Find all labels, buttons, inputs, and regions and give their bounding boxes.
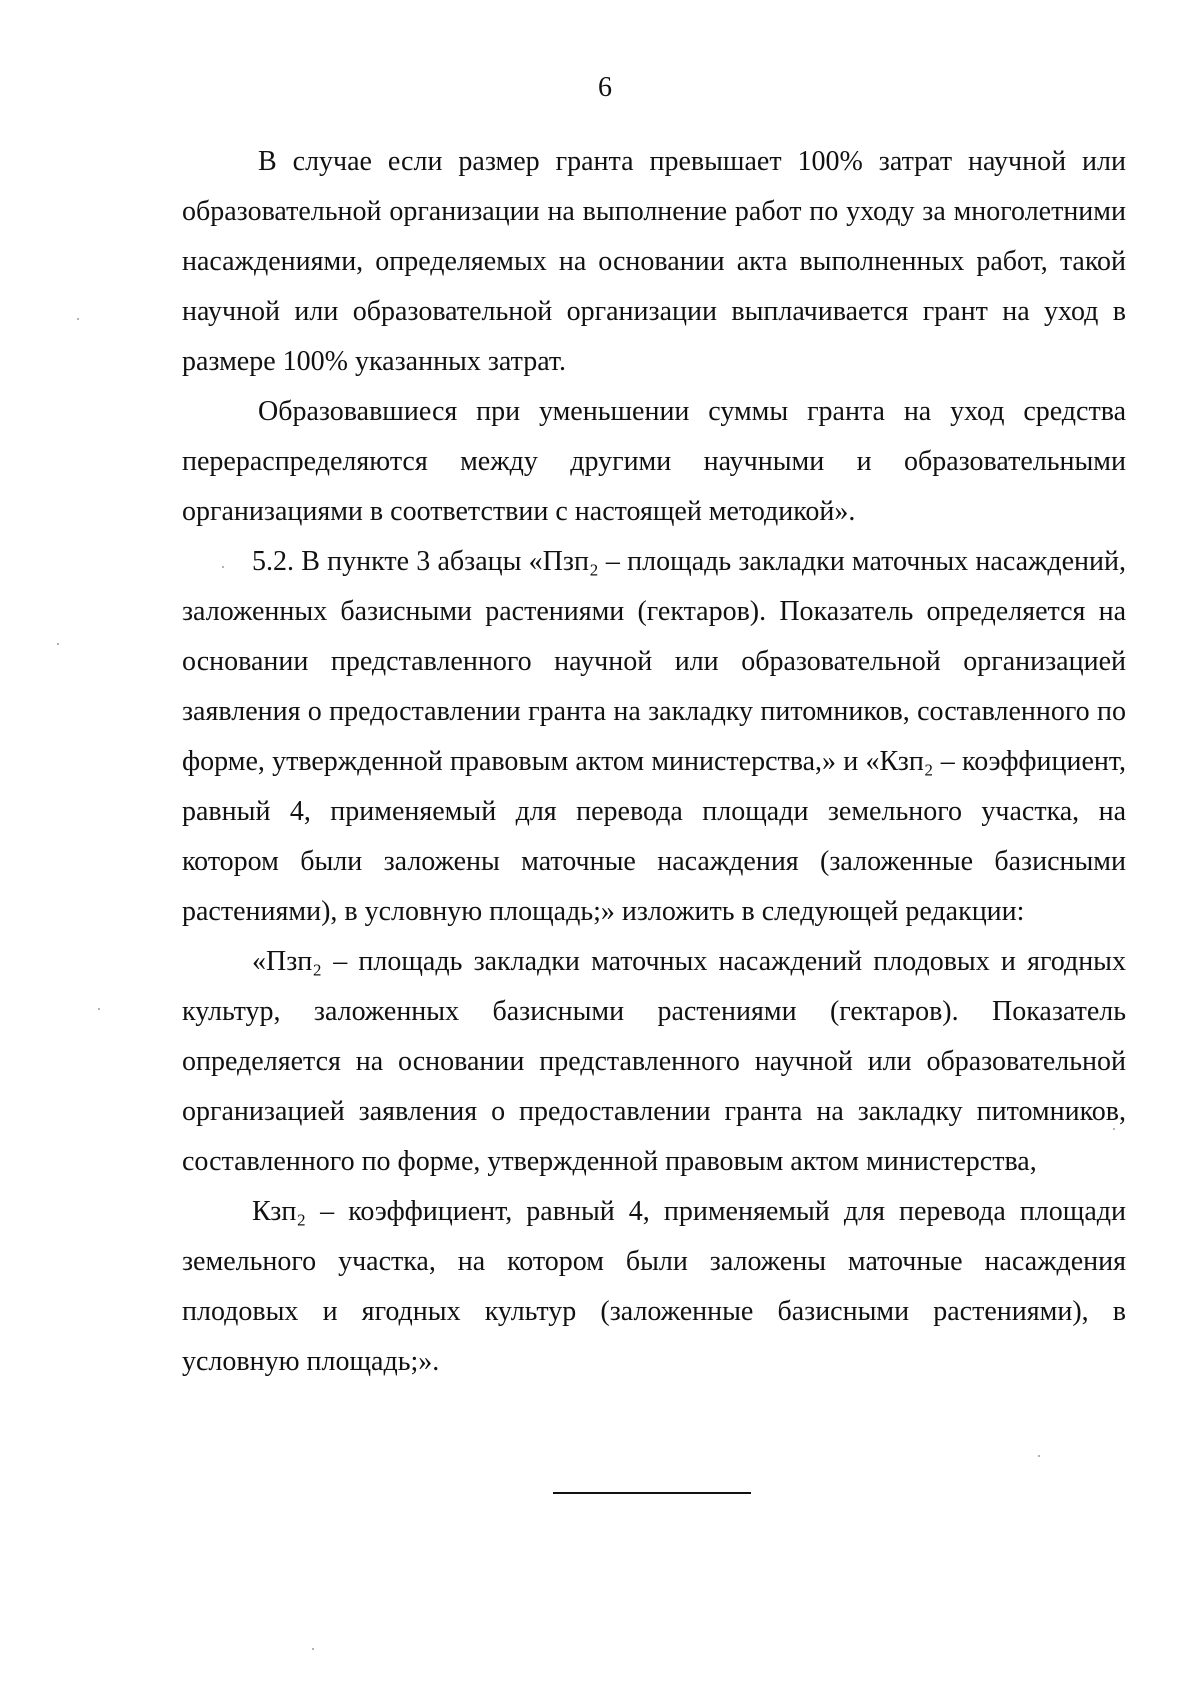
- document-body: [182, 137, 1126, 1387]
- paragraph-pzp2-definition: «Пзп₂ – площадь закладки маточных насаждений плодовых и ягодных культур, заложенных базисными растениями (гектаров). Показатель определяется на основании представленного научной или образовательной организацией заявления о предоставлении гранта на закладку питомников, составленного по форме, утвержденной правовым актом министерства,: [182, 946, 1126, 1177]
- scan-speck: [57, 643, 59, 645]
- scan-speck: [1038, 1455, 1040, 1457]
- paragraph-kzp2-definition: Кзп₂ – коэффициент, равный 4, применяемый для перевода площади земельного участка, на котором были заложены маточные насаждения плодовых и ягодных культур (заложенные базисными растениями), в условную площадь;».: [182, 1196, 1126, 1377]
- paragraph-grant-excess: В случае если размер гранта превышает 100% затрат научной или образовательной организации на выполнение работ по уходу за многолетними насаждениями, определяемых на основании акта выполненных работ, такой научной или образовательной организации выплачивается грант на уход в размере 100% указанных затрат.: [182, 146, 1126, 377]
- end-of-text-rule: [553, 1492, 751, 1494]
- paragraph-amendment-5-2: 5.2. В пункте 3 абзацы «Пзп₂ – площадь закладки маточных насаждений, заложенных базисными растениями (гектаров). Показатель определяется на основании представленного научной или образовательной организацией заявления о предоставлении гранта на закладку питомников, составленного по форме, утвержденной правовым актом министерства,» и «Кзп₂ – коэффициент, равный 4, применяемый для перевода площади земельного участка, на котором были заложены маточные насаждения (заложенные базисными растениями), в условную площадь;» изложить в следующей редакции:: [182, 546, 1126, 927]
- scan-speck: [77, 318, 79, 320]
- scan-speck: [312, 1648, 314, 1650]
- scan-speck: [222, 566, 224, 568]
- page-number: 6: [598, 72, 612, 103]
- paragraph-redistribution: Образовавшиеся при уменьшении суммы гранта на уход средства перераспределяются между другими научными и образовательными организациями в соответствии с настоящей методикой».: [182, 396, 1126, 527]
- scan-speck: [98, 1008, 100, 1010]
- scan-speck: [1113, 1128, 1115, 1130]
